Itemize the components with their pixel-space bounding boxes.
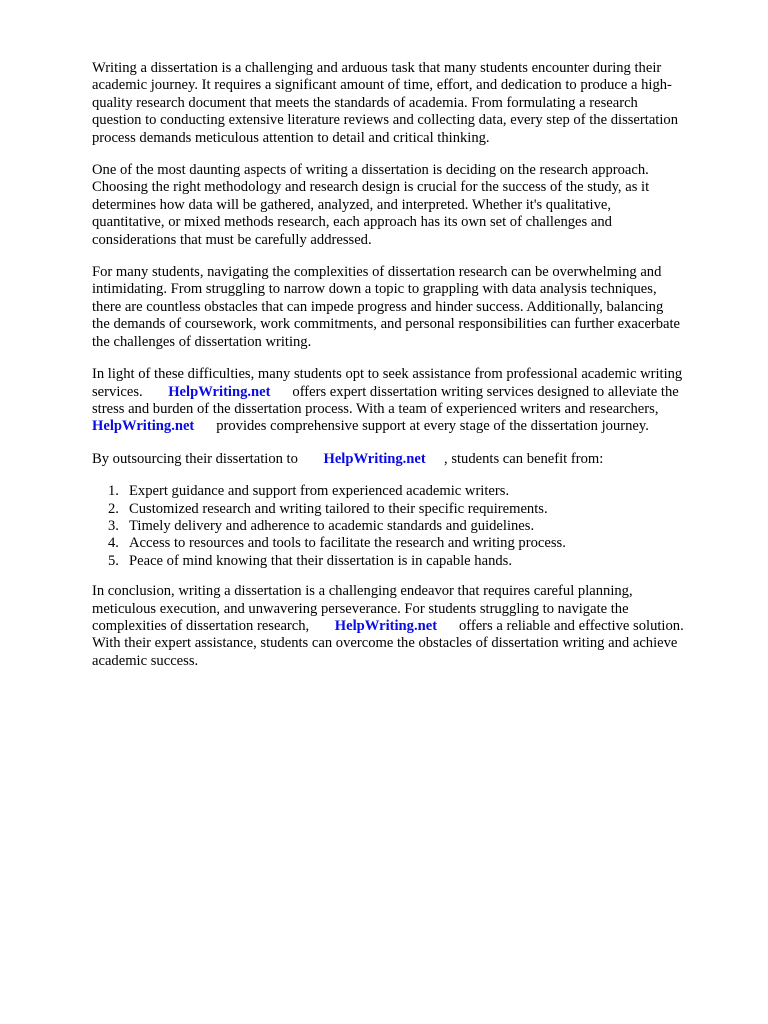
list-number: 1. bbox=[108, 483, 119, 500]
list-item-text: Customized research and writing tailored to their specific requirements. bbox=[129, 500, 548, 517]
list-number: 4. bbox=[108, 535, 119, 552]
text-fragment: complexities of dissertation research, bbox=[92, 617, 310, 634]
text-line: One of the most daunting aspects of writing a dissertation is deciding on the research approach. bbox=[92, 162, 649, 179]
text-fragment: provides comprehensive support at every stage of the dissertation journey. bbox=[216, 418, 649, 435]
text-line: academic success. bbox=[92, 652, 199, 669]
benefits-list bbox=[92, 483, 722, 570]
list-number: 3. bbox=[108, 517, 119, 534]
text-line bbox=[92, 418, 722, 435]
text-fragment: offers expert dissertation writing services designed to alleviate the bbox=[292, 383, 679, 400]
text-line: question to conducting extensive literature reviews and collecting data, every step of the dissertation bbox=[92, 112, 678, 129]
text-fragment: , students can benefit from: bbox=[444, 450, 604, 467]
helpwriting-link[interactable]: HelpWriting.net bbox=[323, 450, 426, 467]
text-line: academic journey. It requires a significant amount of time, effort, and dedication to produce a high- bbox=[92, 77, 672, 94]
list-item bbox=[92, 535, 722, 552]
text-line: meticulous execution, and unwavering perseverance. For students struggling to navigate the bbox=[92, 600, 629, 617]
text-line: process demands meticulous attention to detail and critical thinking. bbox=[92, 129, 490, 146]
list-item-text: Peace of mind knowing that their dissertation is in capable hands. bbox=[129, 552, 512, 569]
list-number: 5. bbox=[108, 552, 119, 569]
text-line: quality research document that meets the standards of academia. From formulating a research bbox=[92, 94, 638, 111]
challenges-paragraph bbox=[92, 264, 722, 351]
list-item bbox=[92, 501, 722, 518]
outsourcing-paragraph bbox=[92, 451, 722, 468]
list-number: 2. bbox=[108, 500, 119, 517]
text-line: In light of these difficulties, many students opt to seek assistance from professional academic writing bbox=[92, 366, 683, 383]
conclusion-paragraph bbox=[92, 583, 722, 670]
document-page bbox=[92, 60, 722, 685]
text-line: the demands of coursework, work commitments, and personal responsibilities can further exacerbate bbox=[92, 316, 681, 333]
list-item-text: Timely delivery and adherence to academic standards and guidelines. bbox=[129, 517, 535, 534]
text-line: Choosing the right methodology and research design is crucial for the success of the study, as it bbox=[92, 179, 650, 196]
text-line: For many students, navigating the complexities of dissertation research can be overwhelming and bbox=[92, 264, 662, 281]
helpwriting-link[interactable]: HelpWriting.net bbox=[92, 418, 195, 435]
text-line: Writing a dissertation is a challenging and arduous task that many students encounter during their bbox=[92, 60, 662, 76]
list-item bbox=[92, 518, 722, 535]
list-item bbox=[92, 553, 722, 570]
text-line: intimidating. From struggling to narrow down a topic to grappling with data analysis techniques, bbox=[92, 281, 657, 298]
text-line: there are countless obstacles that can impede progress and hinder success. Additionally, balancing bbox=[92, 298, 664, 315]
helpwriting-link[interactable]: HelpWriting.net bbox=[168, 383, 271, 400]
text-line: In conclusion, writing a dissertation is a challenging endeavor that requires careful planning, bbox=[92, 583, 633, 600]
text-line bbox=[92, 384, 722, 401]
intro-paragraph bbox=[92, 60, 722, 147]
text-fragment: offers a reliable and effective solution. bbox=[458, 617, 684, 634]
text-line bbox=[92, 618, 722, 635]
assistance-paragraph bbox=[92, 366, 722, 436]
text-line: considerations that must be carefully addressed. bbox=[92, 231, 372, 248]
text-fragment: services. bbox=[92, 383, 143, 400]
text-line: stress and burden of the dissertation process. With a team of experienced writers and researchers, bbox=[92, 400, 659, 417]
list-item bbox=[92, 483, 722, 500]
text-line: With their expert assistance, students can overcome the obstacles of dissertation writing and achieve bbox=[92, 635, 678, 652]
text-line bbox=[92, 451, 722, 468]
text-line: quantitative, or mixed methods research, each approach has its own set of challenges and bbox=[92, 214, 612, 231]
text-line: the challenges of dissertation writing. bbox=[92, 333, 312, 350]
helpwriting-link[interactable]: HelpWriting.net bbox=[334, 617, 438, 634]
list-item-text: Access to resources and tools to facilitate the research and writing process. bbox=[129, 535, 566, 552]
research-approach-paragraph bbox=[92, 162, 722, 249]
text-fragment: By outsourcing their dissertation to bbox=[92, 450, 298, 467]
text-line: determines how data will be gathered, analyzed, and interpreted. Whether it's qualitative, bbox=[92, 196, 612, 213]
list-item-text: Expert guidance and support from experienced academic writers. bbox=[129, 483, 510, 500]
